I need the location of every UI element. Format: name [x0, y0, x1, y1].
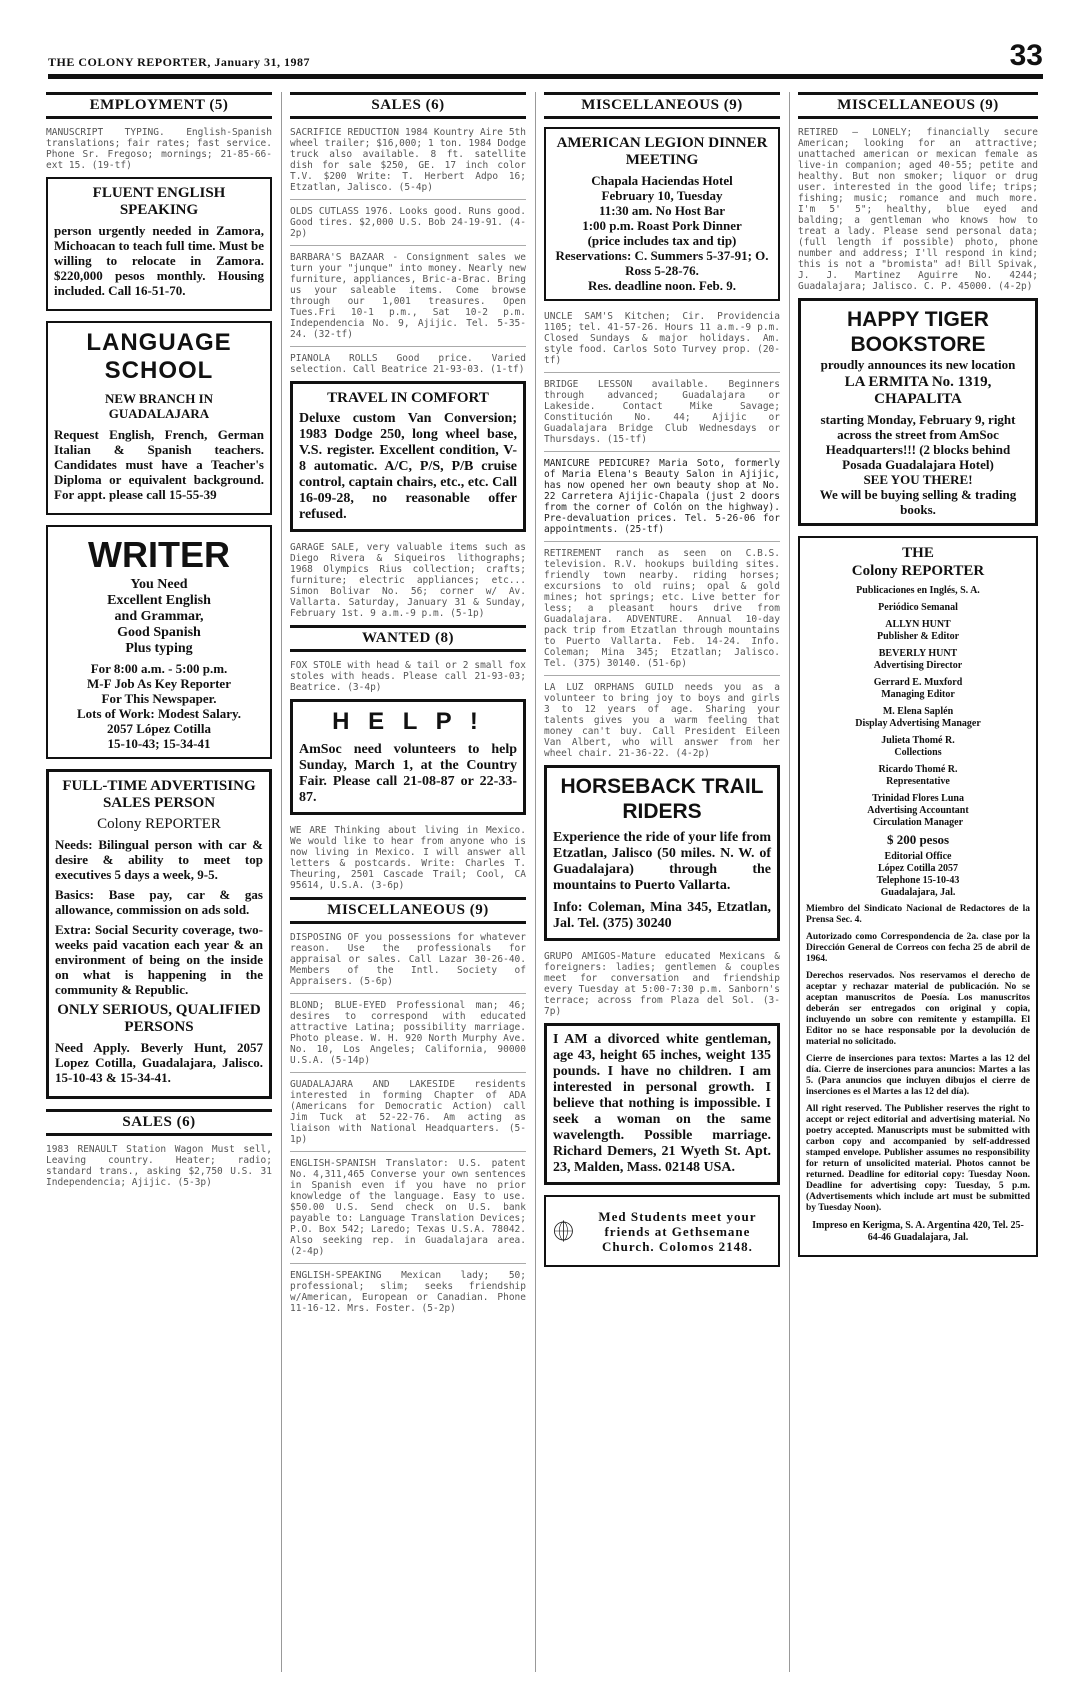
ad-line: For This Newspaper. [101, 691, 217, 706]
staff-role: Advertising Director [873, 660, 963, 671]
classified-ad: UNCLE SAM'S Kitchen; Cir. Providencia 1105; tel. 41-57-26. Hours 11 a.m.-9 p.m. Closed Sundays & major holidays. Am. style food. Carlos Soto Turvey prop. (20-tf) [544, 311, 780, 366]
masthead-text: Cierre de inserciones para textos: Martes a las 12 del día. Cierre de inserciones para anuncios: Martes a las 5. (Para anuncios que incluyen dibujos el cierre de inserciones es el Martes a las 12 del día). [806, 1054, 1030, 1097]
display-ad-fulltime-sales [46, 769, 272, 1099]
ad-divider [290, 1072, 526, 1073]
section-heading-wanted: WANTED (8) [290, 625, 526, 652]
display-ad-language-school [46, 321, 272, 515]
ad-line: February 10, Tuesday [601, 188, 723, 203]
ad-needs: Needs: Bilingual person with car & desire & ability to meet top executives 5 days a week, 9-5. [55, 837, 263, 882]
ad-title: TRAVEL IN COMFORT [327, 390, 489, 406]
classified-ad: MANUSCRIPT TYPING. English-Spanish translations; fair rates; fast service. Phone Sr. Fregoso; mornings; 21-85-66-ext 15. (19-tf) [46, 127, 272, 171]
ad-line: and Grammar, [114, 609, 204, 624]
ad-line: Res. deadline noon. Feb. 9. [587, 278, 737, 293]
staff-role: Advertising Accountant [867, 805, 969, 816]
classified-ad: BRIDGE LESSON available. Beginners through advanced; Guadalajara or Lakeside. Contact Mike Savage; Constitución No. 44; Ajijic or Guadalajara Bridge Club Wednesdays or Thursdays. (15-tf) [544, 379, 780, 445]
ad-divider [290, 1151, 526, 1152]
ad-body: person urgently needed in Zamora, Michoacan to teach full time. Must be willing to relocate in Zamora. $220,000 pesos monthly. Housing included. Call 16-51-70. [54, 223, 264, 298]
masthead-text: Autorizado como Correspondencia de 2a. clase por la Dirección General de Correos con fecha 25 de abril de 1964. [806, 932, 1030, 964]
ad-divider [544, 541, 780, 542]
ad-line: SEE YOU THERE! [863, 472, 973, 487]
staff-name: BEVERLY HUNT [878, 648, 958, 659]
running-head: THE COLONY REPORTER, January 31, 1987 [48, 55, 310, 69]
section-heading-sales: SALES (6) [290, 92, 526, 119]
column-divider [535, 92, 536, 1672]
display-ad-writer [46, 525, 272, 759]
staff-role: Circulation Manager [872, 817, 964, 828]
classified-ad: SACRIFICE REDUCTION 1984 Kountry Aire 5th wheel trailer; $16,000; 1 ton. 1984 Dodge truck also available. 8 ft. satellite dish for sale $250, GE. 17 inch color T.V. $200 Write: T. Herbert Adpo 16; Etzatlan, Jalisco. (5-4p) [290, 127, 526, 193]
classified-ad: FOX STOLE with head & tail or 2 small fox stoles with heads. Please call 21-93-03; Beatrice. (3-4p) [290, 660, 526, 693]
ad-divider [290, 993, 526, 994]
masthead-text: All right reserved. The Publisher reserves the right to accept or reject editorial and advertising material. No poetry accepted. Manuscripts must be submitted with carbon copy and accompanied by self-addressed stamped envelope. Publisher assumes no responsibility for return of unsolicited material. Photos cannot be returned. Deadline for editorial copy: Tuesday Noon. Deadline for advertising copy: Tuesday, 5 p.m. (Advertisements which include art must be submitted by Tuesday Noon). [806, 1104, 1030, 1213]
ad-line: Reservations: C. Summers 5-37-91; O. Ross 5-28-76. [555, 248, 769, 278]
ad-title: HORSEBACK TRAIL RIDERS [560, 775, 764, 823]
classified-ad: ENGLISH-SPEAKING Mexican lady; 50; professional; slim; seeks friendship w/American, European or Canadian. Phone 11-16-12. Mrs. Foster. (5-2p) [290, 1270, 526, 1314]
ad-title: AMERICAN LEGION DINNER MEETING [556, 135, 768, 168]
ad-line: M-F Job As Key Reporter [87, 676, 231, 691]
ad-title: LANGUAGE SCHOOL [86, 329, 232, 384]
ad-title: FULL-TIME ADVERTISING SALES PERSON [62, 778, 256, 811]
column-employment [46, 92, 272, 1672]
column-misc-1 [544, 92, 780, 1672]
header-rule [48, 74, 1043, 79]
masthead-staff [806, 648, 1030, 672]
globe-icon [552, 1203, 575, 1259]
ad-divider [290, 1263, 526, 1264]
masthead-text: Derechos reservados. Nos reservamos el derecho de aceptar y rechazar material de publicación. No se aceptan manuscritos de Poesía. Los manuscritos deberán ser entregados con original y copia, incluyendo un sobre con remitente y estampilla. El Editor no se hace responsable por la devolución de material no solicitado. [806, 971, 1030, 1047]
ad-paper-name: Colony REPORTER [97, 816, 221, 832]
classified-ad: GRUPO AMIGOS-Mature educated Mexicans & foreigners: ladies; gentlemen & couples meet for conversation and friendship every Tuesday at 5:00-7:30 p.m. Sanborn's terrace; across from Plaza del Sol. (3-7p) [544, 951, 780, 1017]
section-heading-misc: MISCELLANEOUS (9) [798, 92, 1038, 119]
ad-line: Good Spanish [117, 625, 201, 640]
classified-ad: GARAGE SALE, very valuable items such as Diego Rivera & Siqueiros lithographs; 1968 Olympics Rius collection; crafts; furniture; electric appliances; etc... Simon Bolivar No. 56; corner w/ Av. Vallarta. Saturday, January 31 & Sunday, February 1st. 9 a.m.-9 p.m. (5-1p) [290, 542, 526, 619]
section-heading-sales: SALES (6) [46, 1109, 272, 1136]
office-line: López Cotilla 2057 [878, 863, 958, 874]
ad-address: 2057 López Cotilla [107, 721, 211, 736]
column-divider [281, 92, 282, 1672]
ad-phone: 15-10-43; 15-34-41 [107, 736, 211, 751]
ad-line: 11:30 am. No Host Bar [598, 203, 726, 218]
ad-title: HAPPY TIGER BOOKSTORE [847, 308, 989, 356]
masthead-staff [806, 764, 1030, 788]
ad-divider [544, 675, 780, 676]
office-line: Guadalajara, Jal. [880, 887, 956, 898]
column-divider [789, 92, 790, 1672]
staff-role: Representative [886, 776, 950, 787]
ad-body: Experience the ride of your life from Etzatlan, Jalisco (50 miles. N. W. of Guadalajara) through the mountains to Puerto Vallarta. [553, 830, 771, 893]
ad-line: Chapala Haciendas Hotel [591, 173, 733, 188]
ad-line: (price includes tax and tip) [587, 233, 737, 248]
ad-body: I AM a divorced white gentleman, age 43, height 65 inches, weight 135 pounds. I have no children. I am interested in personal growth. I believe that nothing is impossible. I seek a woman on the same wavelength. Possible marriage. Richard Demers, 21 Wyeth St. Apt. 23, Malden, Mass. 02148 USA. [553, 1032, 771, 1175]
ad-line: proudly announces its new location [820, 357, 1016, 372]
classified-ad: DISPOSING OF you possessions for whatever reason. Use the professionals for appraisal or sales. Call Lazar 30-26-40. Members of the Intl. Society of Appraisers. (5-6p) [290, 932, 526, 987]
ad-apply: Need Apply. Beverly Hunt, 2057 Lopez Cotilla, Guadalajara, Jalisco. 15-10-43 & 15-34-41. [55, 1040, 263, 1085]
classified-ad: GUADALAJARA AND LAKESIDE residents interested in forming Chapter of ADA (Americans for Democratic Action) call Jim Tuck at 52-22-76. Am acting as liaison with National Headquarters. (5-1p) [290, 1079, 526, 1145]
masthead-printer: Impreso en Kerigma, S. A. Argentina 420, Tel. 25-64-46 Guadalajara, Jal. [812, 1220, 1024, 1243]
ad-body: Request English, French, German Italian & Spanish teachers. Candidates must have a Teacher's Diploma or equivalent background. For appt. please call 15-55-39 [54, 427, 264, 502]
classified-ad: OLDS CUTLASS 1976. Looks good. Runs good. Good tires. $2,000 U.S. Bob 24-19-91. (4-2p) [290, 206, 526, 239]
page-number: 33 [1009, 39, 1043, 72]
classified-ad: LA LUZ ORPHANS GUILD needs you as a volunteer to bring joy to boys and girls 3 to 12 years of age. Sharing your talents gives you a warm feeling that money can't buy. Call President Eileen Van Albert, who will answer from her wheel chair. 21-36-22. (4-2p) [544, 682, 780, 759]
classified-ad: PIANOLA ROLLS Good price. Varied selection. Call Beatrice 21-93-03. (1-tf) [290, 353, 526, 375]
column-sales [290, 92, 526, 1672]
section-heading-misc: MISCELLANEOUS (9) [290, 897, 526, 924]
office-line: Editorial Office [884, 851, 952, 862]
staff-name: Julieta Thomé R. [881, 735, 955, 746]
ad-line: You Need [130, 577, 188, 592]
column-misc-2 [798, 92, 1038, 1672]
ad-title: H E L P ! [332, 708, 484, 735]
ad-divider [290, 199, 526, 200]
display-ad-american-legion [544, 127, 780, 301]
display-ad-happy-tiger [798, 298, 1038, 526]
staff-role: Managing Editor [881, 689, 955, 700]
ad-location: LA ERMITA No. 1319, [844, 374, 992, 390]
staff-name: Gerrard E. Muxford [873, 677, 963, 688]
staff-name: Trinidad Flores Luna [872, 793, 964, 804]
ad-divider [290, 245, 526, 246]
masthead-price: $ 200 pesos [886, 832, 950, 847]
ad-divider [544, 451, 780, 452]
classified-ad: MANICURE PEDICURE? Maria Soto, formerly of Maria Elena's Beauty Salon in Ajijic, has now opened her own beauty shop at No. 22 Carretera Ajijic-Chapala (just 2 doors from the corner of Colón on the highway). Pre-devaluation prices. Tel. 5-26-06 for appointments. (25-tf) [544, 458, 780, 535]
ad-body: AmSoc need volunteers to help Sunday, March 1, at the Country Fair. Please call 21-08-87 or 22-33-87. [299, 742, 517, 805]
ad-line: For 8:00 a.m. - 5:00 p.m. [90, 661, 228, 676]
classified-ad: ENGLISH-SPANISH Translator: U.S. patent No. 4,311,465 Converse your own sentences in Spanish even if you have no prior knowledge of the language. Easy to use. $50.00 U.S. Send check on U.S. bank payable to: Language Translation Devices; P.O. Box 542; Laredo; Texas U.S.A. 78042. Also seeking rep. in Guadalajara area. (2-4p) [290, 1158, 526, 1257]
staff-role: Publisher & Editor [876, 631, 960, 642]
staff-role: Collections [894, 747, 942, 758]
ad-line: Plus typing [125, 641, 193, 656]
classified-ad: BLOND; BLUE-EYED Professional man; 46; desires to correspond with educated attractive Latina; possibility marriage. Photo please. W. H. 920 North Murphy Ave. No. 10, Los Angeles; California, 90000 U.S.A. (5-14p) [290, 1000, 526, 1066]
ad-line: Excellent English [107, 593, 211, 608]
masthead-line: Publicaciones en Inglés, S. A. [856, 585, 980, 596]
ad-location: CHAPALITA [874, 391, 962, 407]
masthead-staff [806, 619, 1030, 643]
display-ad-horseback [544, 765, 780, 941]
masthead-staff [806, 677, 1030, 701]
ad-info: Info: Coleman, Mina 345, Etzatlan, Jal. Tel. (375) 30240 [553, 900, 771, 931]
masthead [798, 536, 1038, 1257]
ad-subtitle: NEW BRANCH IN GUADALAJARA [104, 391, 214, 421]
masthead-staff [806, 706, 1030, 730]
display-ad-help [290, 699, 526, 815]
classified-ad: RETIRED — LONELY; financially secure American; looking for an attractive; unattached american or mexican female as live-in companion; aged 40-55; petite and healthy. But non smoker; liquor or drug user. interested in the good life; trips; fishing; music; romance and much more. I'm 5' 5"; healthy, blue eyed and balding; a gentleman who knows how to treat a lady. Please send personal data; (full length if possible) photo, phone number and address; I'll respond in kind; this is not a "bromista" ad! Bill Spivak, J. J. Martinez Aguirre No. 4244; Guadalajara; Jalisco. C. P. 45000. (4-2p) [798, 127, 1038, 292]
masthead-title [806, 544, 1030, 580]
ad-divider [544, 372, 780, 373]
ad-serious: ONLY SERIOUS, QUALIFIED PERSONS [57, 1002, 261, 1035]
masthead-line: Periódico Semanal [878, 602, 958, 613]
display-ad-med-students [544, 1195, 780, 1267]
masthead-staff [806, 793, 1030, 829]
ad-extra: Extra: Social Security coverage, two-weeks paid vacation each year & an environment of being on the inside on what is happening in the community & Republic. [55, 922, 263, 997]
staff-role: Display Advertising Manager [855, 718, 981, 729]
ad-divider [290, 346, 526, 347]
ad-line: 1:00 p.m. Roast Pork Dinner [582, 218, 742, 233]
section-heading-misc: MISCELLANEOUS (9) [544, 92, 780, 119]
ad-title: FLUENT ENGLISH SPEAKING [92, 185, 226, 218]
classified-ad: 1983 RENAULT Station Wagon Must sell, Leaving country. Heater; radio; standard trans., asking $2,750 U.S. 31 Independencia; Ajijic. (5-3p) [46, 1144, 272, 1188]
classified-ad: WE ARE Thinking about living in Mexico. We would like to hear from anyone who is now living in Mexico. I will answer all letters & postcards. Write: Charles T. Theuring, 2501 Cascade Trail; Cool, CA 95614, U.S.A. (3-6p) [290, 825, 526, 891]
staff-name: M. Elena Saplén [882, 706, 954, 717]
ad-basics: Basics: Base pay, car & gas allowance, commission on ads sold. [55, 887, 263, 917]
classified-ad: BARBARA'S BAZAAR - Consignment sales we turn your "junque" into money. Nearly new furniture, appliances, Bric-a-Brac. Bring us your saleable items. Come browse through our 1,001 treasures. Open Tues.Fri 10-1 p.m., Sat 10-2 p.m. Independencia No. 9, Ajijic. Tel. 5-35-24. (32-tf) [290, 252, 526, 340]
staff-name: Ricardo Thomé R. [878, 764, 958, 775]
display-ad-travel [290, 381, 526, 532]
staff-name: ALLYN HUNT [885, 619, 951, 630]
masthead-paper: Colony REPORTER [851, 563, 985, 579]
ad-title: WRITER [88, 534, 230, 575]
ad-line: Lots of Work: Modest Salary. [76, 706, 242, 721]
ad-line: starting Monday, February 9, right across the street from AmSoc Headquarters!!! (2 blocks behind Posada Guadalajara Hotel) [820, 412, 1016, 472]
ad-body: Med Students meet your friends at Gethsemane Church. Colomos 2148. [598, 1208, 757, 1254]
masthead-text: Miembro del Sindicato Nacional de Redactores de la Prensa Sec. 4. [806, 904, 1030, 925]
display-ad-fluent-english [46, 177, 272, 311]
office-line: Telephone 15-10-43 [876, 875, 960, 886]
masthead-staff [806, 735, 1030, 759]
masthead-office [806, 851, 1030, 899]
masthead-the: THE [902, 545, 934, 561]
ad-body: Deluxe custom Van Conversion; 1983 Dodge 250, long wheel base, V.S. register. Excellent condition, V-8 automatic. A/C, P/S, P/B cruise control, captain chairs, etc., etc. Call 16-09-28, no reasonable offer refused. [299, 411, 517, 522]
page-header [48, 39, 1043, 75]
section-heading-employment: EMPLOYMENT (5) [46, 92, 272, 119]
ad-line: We will be buying selling & trading books. [819, 487, 1017, 517]
classified-ad: RETIREMENT ranch as seen on C.B.S. television. R.V. hookups building sites. friendly town nearby. riding horses; excursions to old ruins; opal & gold mines; hot springs; etc. Live better for less; a pleasant hours drive from Guadalajara. ADVENTURE. Annual 10-day pack trip from Etzatlan through mountains to Puerto Vallarta. Feb. 14-24. Info. Coleman; Mina 345; Etzatlan; Jalisco. Tel. (375) 30140. (51-6p) [544, 548, 780, 669]
display-ad-personal [544, 1023, 780, 1185]
